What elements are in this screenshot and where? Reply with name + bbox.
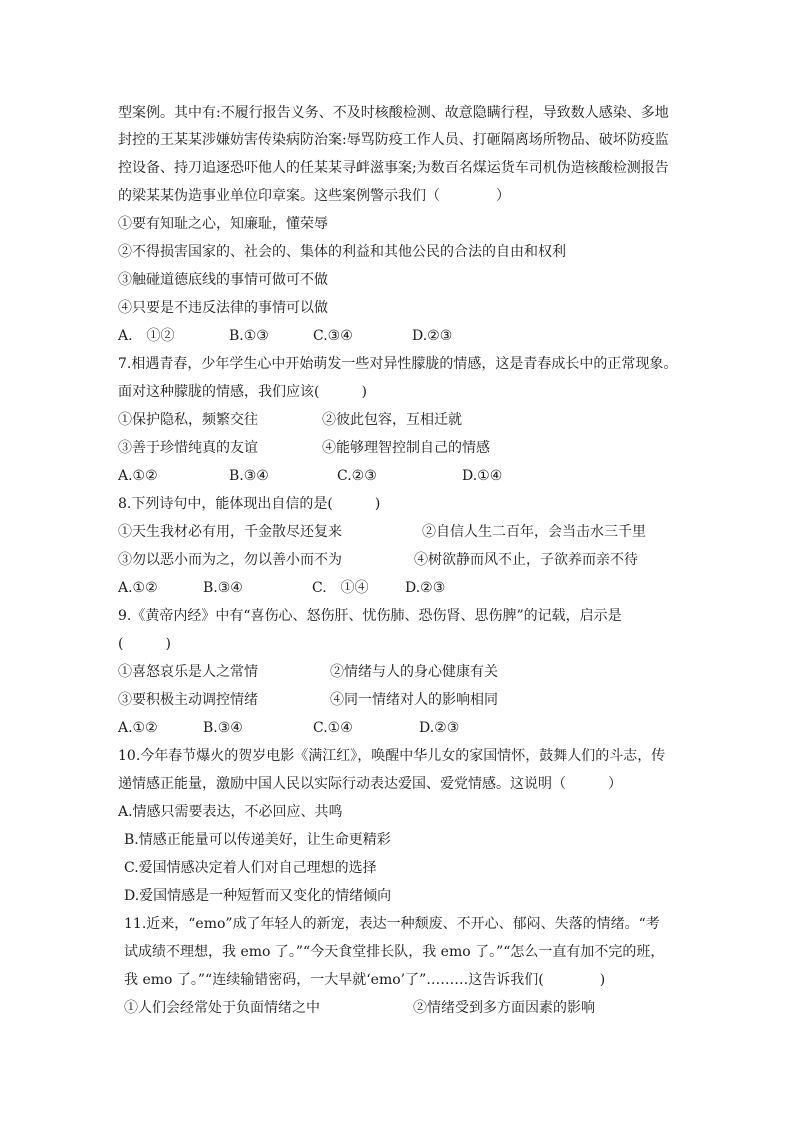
q7-choice-d: D.①④ bbox=[462, 468, 503, 484]
q8-option-2: ②自信人生二百年，会当击水三千里 bbox=[422, 524, 646, 540]
q11-stem-line-2: 试成绩不理想，我 emo 了。”“今天食堂排长队，我 emo 了。”“怎么一直有加不完的班， bbox=[124, 944, 665, 960]
q6-option-1: ①要有知耻之心，知廉耻，懂荣辱 bbox=[118, 216, 328, 232]
q9-choice-b: B.③④ bbox=[203, 720, 243, 736]
q10-choice-d: D.爱国情感是一种短暂而又变化的情绪倾向 bbox=[124, 888, 392, 904]
q6-option-4: ④只要是不违反法律的事情可以做 bbox=[118, 300, 328, 316]
q11-option-1: ①人们会经常处于负面情绪之中 bbox=[124, 1000, 320, 1016]
q8-stem-line-1: 8.下列诗句中，能体现出自信的是( ) bbox=[118, 496, 381, 512]
q9-stem-line-2: ( ) bbox=[118, 636, 171, 652]
q7-choice-a: A.①② bbox=[118, 468, 158, 484]
q7-stem-line-1: 7.相遇青春，少年学生心中开始萌发一些对异性朦胧的情感，这是青春成长中的正常现象。 bbox=[118, 356, 678, 372]
q8-option-3: ③勿以恶小而为之，勿以善小而不为 bbox=[118, 552, 342, 568]
q10-stem-line-2: 递情感正能量，激励中国人民以实际行动表达爱国、爱党情感。这说明（ ） bbox=[118, 776, 622, 792]
q8-choice-d: D.②③ bbox=[405, 580, 446, 596]
q6-stem-line-3: 控设备、持刀追逐恐吓他人的任某某寻衅滋事案;为数百名煤运货车司机伪造核酸检测报告 bbox=[118, 160, 669, 176]
q6-choice-d: D.②③ bbox=[412, 328, 453, 344]
q6-choice-c: C.③④ bbox=[313, 328, 353, 344]
q7-option-3: ③善于珍惜纯真的友谊 bbox=[118, 440, 258, 456]
q8-choice-b: B.③④ bbox=[203, 580, 243, 596]
q7-stem-line-2: 面对这种朦胧的情感，我们应该( ) bbox=[118, 384, 367, 400]
q10-choice-a: A.情感只需要表达，不必回应、共鸣 bbox=[118, 804, 343, 820]
q8-option-1: ①天生我材必有用，千金散尽还复来 bbox=[118, 524, 342, 540]
q9-option-3: ③要积极主动调控情绪 bbox=[118, 692, 258, 708]
q7-option-4: ④能够理智控制自己的情感 bbox=[322, 440, 490, 456]
q7-option-1: ①保护隐私，频繁交往 bbox=[118, 412, 258, 428]
q7-choice-b: B.③④ bbox=[229, 468, 269, 484]
q10-stem-line-1: 10.今年春节爆火的贺岁电影《满江红》，唤醒中华儿女的家国情怀，鼓舞人们的斗志，传 bbox=[118, 748, 666, 764]
q6-choice-a: A. ①② bbox=[118, 328, 175, 344]
q6-option-3: ③触碰道德底线的事情可做可不做 bbox=[118, 272, 328, 288]
q9-option-2: ②情绪与人的身心健康有关 bbox=[330, 664, 498, 680]
q8-choice-c: C. ①④ bbox=[312, 580, 369, 596]
q6-stem-line-2: 封控的王某某涉嫌妨害传染病防治案:辱骂防疫工作人员、打砸隔离场所物品、破坏防疫监 bbox=[118, 132, 669, 148]
q11-option-2: ②情绪受到多方面因素的影响 bbox=[413, 1000, 595, 1016]
q9-choice-c: C.①④ bbox=[313, 720, 353, 736]
q8-option-4: ④树欲静而风不止，子欲养而亲不待 bbox=[414, 552, 638, 568]
q9-choice-a: A.①② bbox=[118, 720, 158, 736]
q9-choice-d: D.②③ bbox=[419, 720, 460, 736]
q6-option-2: ②不得损害国家的、社会的、集体的利益和其他公民的合法的自由和权利 bbox=[118, 244, 566, 260]
q11-stem-line-3: 我 emo 了。”“连续输错密码，一大早就‘emo’了”………这告诉我们( ) bbox=[124, 972, 606, 988]
q6-stem-line-1: 型案例。其中有:不履行报告义务、不及时核酸检测、故意隐瞒行程，导致数人感染、多地 bbox=[118, 105, 669, 121]
q8-choice-a: A.①② bbox=[118, 580, 158, 596]
q11-stem-line-1: 11.近来，“emo”成了年轻人的新宠，表达一种颓废、不开心、郁闷、失落的情绪。“考 bbox=[124, 916, 660, 932]
q9-option-4: ④同一情绪对人的影响相同 bbox=[330, 692, 498, 708]
q7-choice-c: C.②③ bbox=[337, 468, 377, 484]
q10-choice-b: B.情感正能量可以传递美好，让生命更精彩 bbox=[124, 832, 391, 848]
q7-option-2: ②彼此包容，互相迁就 bbox=[322, 412, 462, 428]
q9-option-1: ①喜怒哀乐是人之常情 bbox=[118, 664, 258, 680]
q6-choice-b: B.①③ bbox=[229, 328, 269, 344]
q10-choice-c: C.爱国情感决定着人们对自己理想的选择 bbox=[124, 860, 377, 876]
q9-stem-line-1: 9.《黄帝内经》中有“喜伤心、怒伤肝、忧伤肺、恐伤肾、思伤脾”的记载，启示是 bbox=[118, 608, 622, 624]
q6-stem-line-4: 的梁某某伪造事业单位印章案。这些案例警示我们（ ） bbox=[118, 188, 510, 204]
